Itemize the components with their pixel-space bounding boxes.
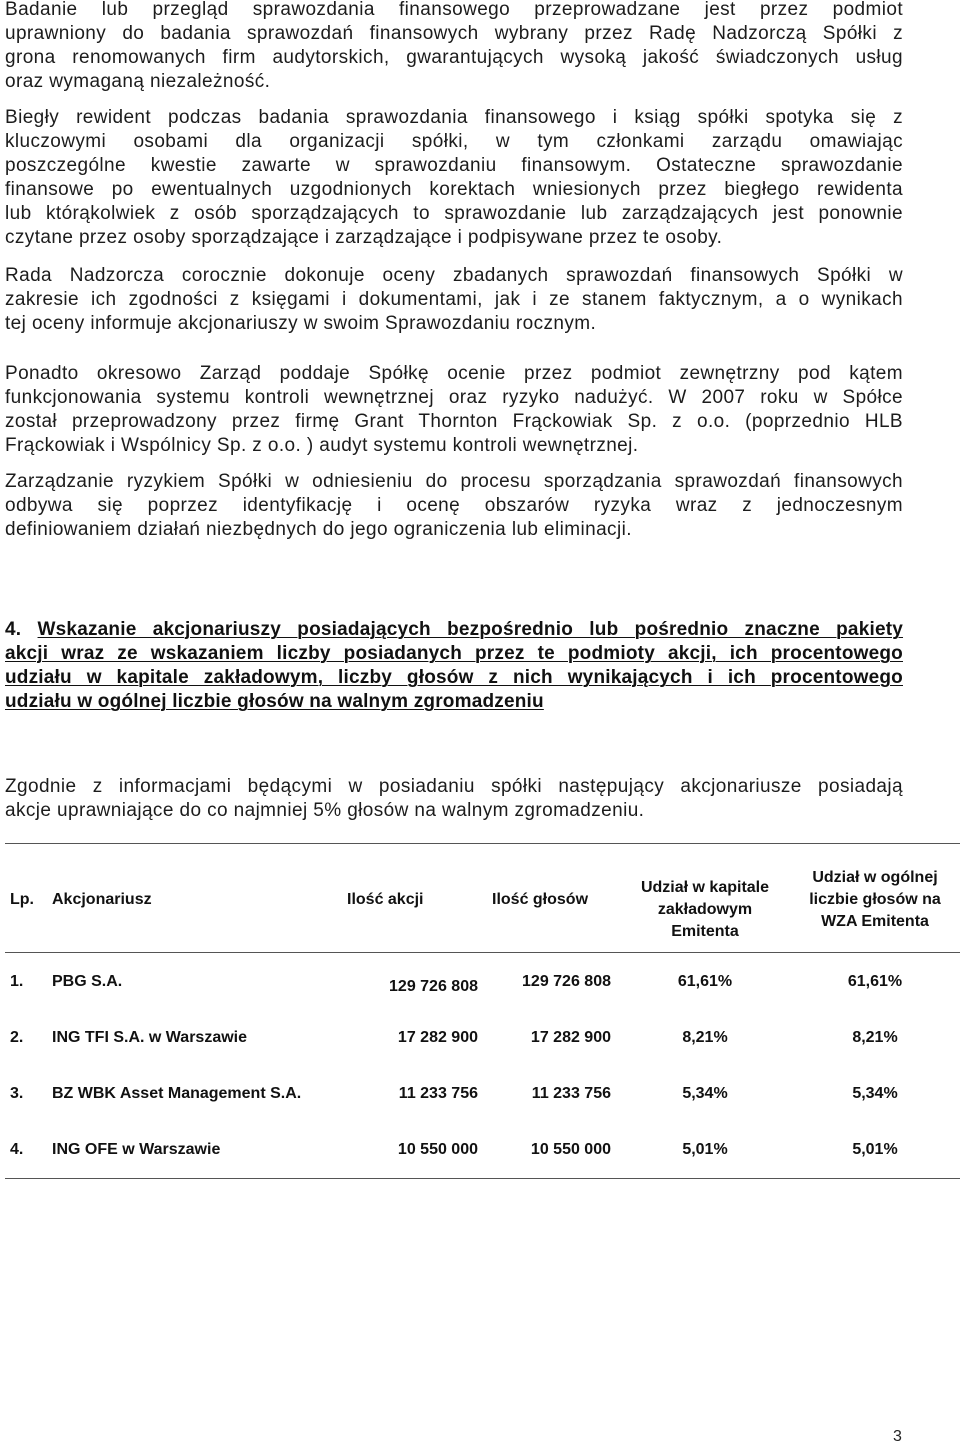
paragraph-risk-management — [5, 470, 903, 542]
text-line: czytane przez osoby sporządzające i zarządzające i podpisywane przez te osoby. — [5, 227, 723, 248]
cell-shares: 129 726 808 — [389, 978, 478, 995]
cell-shares: 11 233 756 — [398, 1085, 478, 1102]
cell-vote-share: 61,61% — [847, 973, 903, 990]
heading-text: udziału w ogólnej liczbie głosów na walnym zgromadzeniu — [5, 691, 544, 712]
cell-votes: 11 233 756 — [531, 1085, 611, 1102]
text-line: poszczególne kwestie zawarte w sprawozdaniu finansowym. Ostateczne sprawozdanie — [5, 155, 903, 176]
page-number: 3 — [893, 1428, 902, 1445]
text-line: odbywa się poprzez identyfikację i ocenę obszarów ryzyka wraz z jednoczesnym — [5, 495, 903, 516]
header-shareholder: Akcjonariusz — [52, 891, 152, 908]
cell-shares: 10 550 000 — [397, 1141, 478, 1158]
text-line: Zarządzanie ryzykiem Spółki w odniesieniu do procesu sporządzania sprawozdań finansowych — [5, 471, 903, 492]
cell-shares: 17 282 900 — [397, 1029, 478, 1046]
text-line: Zgodnie z informacjami będącymi w posiadaniu spółki następujący akcjonariusze posiadają — [5, 776, 903, 797]
paragraph-shareholders-intro — [5, 775, 903, 823]
text-line: został przeprowadzony przez firmę Grant Thornton Frąckowiak Sp. z o.o. (poprzednio HLB — [5, 411, 903, 432]
cell-shareholder: ING OFE w Warszawie — [52, 1141, 221, 1158]
text-line: tej oceny informuje akcjonariuszy w swoim Sprawozdaniu rocznym. — [5, 313, 597, 334]
paragraph-internal-control-audit — [5, 362, 903, 458]
cell-lp: 3. — [10, 1085, 24, 1102]
header-line: Udział w ogólnej — [812, 869, 938, 886]
cell-vote-share: 5,34% — [852, 1085, 898, 1102]
text-line: Frąckowiak i Wspólnicy Sp. z o.o. ) audyt systemu kontroli wewnętrznej. — [5, 435, 639, 456]
cell-lp: 1. — [10, 973, 24, 990]
text-line: zakresie ich zgodności z księgami i dokumentami, jak i ze stanem faktycznym, a o wynikach — [5, 289, 903, 310]
header-line: Emitenta — [671, 923, 739, 940]
heading-line — [5, 642, 903, 666]
table-bottom-rule — [5, 1178, 960, 1179]
header-line: Udział w kapitale — [640, 879, 770, 896]
text-line: lub którąkolwiek z osób sporządzających to sprawozdanie lub zarządzających jest ponownie — [5, 203, 903, 224]
cell-capital-share: 8,21% — [682, 1029, 728, 1046]
heading-text: akcji wraz ze wskazaniem liczby posiadanych przez te podmioty akcji, ich procentowego — [5, 643, 903, 664]
text-line: oraz wymaganą niezależność. — [5, 71, 271, 92]
header-line: WZA Emitenta — [821, 913, 929, 930]
cell-votes: 17 282 900 — [530, 1029, 611, 1046]
heading-line — [5, 690, 903, 714]
text-line: finansowe po ewentualnych uzgodnionych korektach wniesionych przez biegłego rewidenta — [5, 179, 903, 200]
text-line: funkcjonowania systemu kontroli wewnętrznej oraz ryzyko nadużyć. W 2007 roku w Spółce — [5, 387, 903, 408]
paragraph-supervisory-board — [5, 264, 903, 336]
cell-capital-share: 61,61% — [677, 973, 733, 990]
text-line: Badanie lub przegląd sprawozdania finansowego przeprowadzane jest przez podmiot — [5, 0, 903, 20]
header-capital-share — [625, 877, 785, 943]
cell-capital-share: 5,01% — [682, 1141, 728, 1158]
text-line: akcje uprawniające do co najmniej 5% głosów na walnym zgromadzeniu. — [5, 800, 645, 821]
section-number: 4. — [5, 619, 22, 640]
table-header-rule — [5, 952, 960, 953]
cell-shareholder: ING TFI S.A. w Warszawie — [52, 1029, 247, 1046]
paragraph-audit-review — [5, 0, 903, 94]
text-line: Rada Nadzorcza corocznie dokonuje oceny zbadanych sprawozdań finansowych Spółki w — [5, 265, 903, 286]
cell-vote-share: 8,21% — [852, 1029, 898, 1046]
cell-shareholder: PBG S.A. — [52, 973, 123, 990]
text-line: grona renomowanych firm audytorskich, gwarantujących wysoką jakość świadczonych usług — [5, 47, 903, 68]
cell-lp: 4. — [10, 1141, 24, 1158]
header-votes: Ilość głosów — [492, 891, 589, 908]
header-lp: Lp. — [10, 891, 34, 908]
header-line: liczbie głosów na — [809, 891, 941, 908]
cell-lp: 2. — [10, 1029, 24, 1046]
text-line: kluczowymi osobami dla organizacji spółki, w tym członkami zarządu omawiając — [5, 131, 903, 152]
text-line: Biegły rewident podczas badania sprawozdania finansowego i ksiąg spółki spotyka się z — [5, 107, 903, 128]
cell-capital-share: 5,34% — [682, 1085, 728, 1102]
heading-line — [5, 618, 903, 642]
heading-line — [5, 666, 903, 690]
heading-text: udziału w kapitale zakładowym, liczby głosów z nich wynikających i ich procentowego — [5, 667, 903, 688]
cell-vote-share: 5,01% — [852, 1141, 898, 1158]
text-line: definiowaniem działań niezbędnych do jego ograniczenia lub eliminacji. — [5, 519, 632, 540]
cell-shareholder: BZ WBK Asset Management S.A. — [52, 1085, 302, 1102]
header-shares: Ilość akcji — [347, 891, 424, 908]
section-heading — [5, 618, 903, 714]
text-line: uprawniony do badania sprawozdań finansowych wybrany przez Radę Nadzorczą Spółki z — [5, 23, 903, 44]
text-line: Ponadto okresowo Zarząd poddaje Spółkę ocenie przez podmiot zewnętrzny pod kątem — [5, 363, 903, 384]
cell-votes: 10 550 000 — [530, 1141, 611, 1158]
cell-votes: 129 726 808 — [522, 973, 611, 990]
table-top-rule — [5, 843, 960, 844]
header-vote-share — [795, 867, 955, 933]
heading-text: Wskazanie akcjonariuszy posiadających bezpośrednio lub pośrednio znaczne pakiety — [37, 619, 904, 640]
paragraph-auditor-meetings — [5, 106, 903, 250]
header-line: zakładowym — [657, 901, 753, 918]
